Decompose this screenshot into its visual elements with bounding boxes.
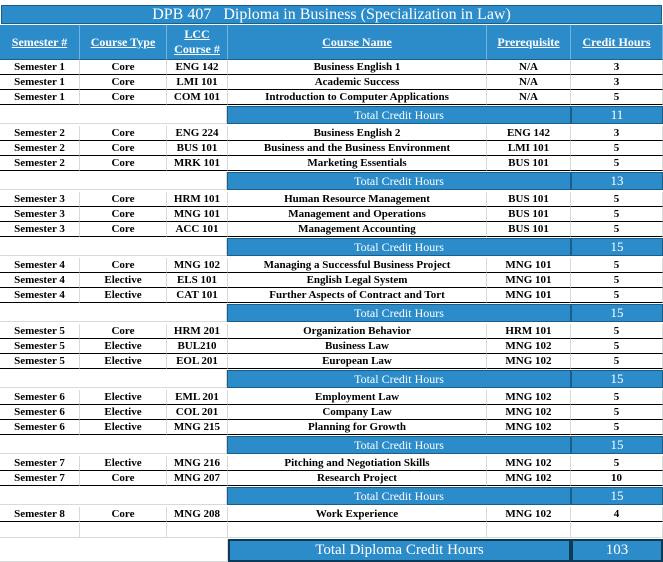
credit-hours-cell: 5 xyxy=(571,207,663,222)
table-row xyxy=(0,390,663,405)
header-course-type: Course Type xyxy=(80,25,167,60)
semester-cell: Semester 4 xyxy=(0,273,80,288)
course-name-cell: Business English 2 xyxy=(228,126,487,141)
prerequisite-cell: MNG 102 xyxy=(487,507,571,522)
course-name-cell: Work Experience xyxy=(228,507,487,522)
course-type-cell: Core xyxy=(80,90,167,105)
credit-hours-cell: 5 xyxy=(571,258,663,273)
table-row xyxy=(0,273,663,288)
total-credit-hours-value: 15 xyxy=(571,487,663,505)
total-credit-hours-row xyxy=(0,436,663,454)
course-name-cell: European Law xyxy=(228,354,487,369)
prerequisite-cell: MNG 101 xyxy=(487,273,571,288)
course-code-cell: ENG 142 xyxy=(167,60,228,75)
total-credit-hours-label: Total Credit Hours xyxy=(227,487,571,505)
credit-hours-cell: 4 xyxy=(571,507,663,522)
credit-hours-cell: 5 xyxy=(571,456,663,471)
course-code-cell: EML 201 xyxy=(167,390,228,405)
course-type-cell: Elective xyxy=(80,339,167,354)
credit-hours-cell: 10 xyxy=(571,471,663,486)
course-code-cell: ENG 224 xyxy=(167,126,228,141)
total-credit-hours-label: Total Credit Hours xyxy=(227,304,571,322)
header-semester: Semester # xyxy=(0,25,80,60)
total-credit-hours-value: 15 xyxy=(571,370,663,388)
table-row xyxy=(0,207,663,222)
table-row xyxy=(0,456,663,471)
credit-hours-cell: 5 xyxy=(571,273,663,288)
table-row xyxy=(0,339,663,354)
semester-cell: Semester 5 xyxy=(0,339,80,354)
total-credit-hours-label: Total Credit Hours xyxy=(227,370,571,388)
blank-cell xyxy=(0,436,227,454)
semester-cell: Semester 4 xyxy=(0,288,80,303)
prerequisite-cell: MNG 101 xyxy=(487,288,571,303)
credit-hours-cell: 5 xyxy=(571,405,663,420)
credit-hours-cell: 5 xyxy=(571,192,663,207)
course-type-cell: Elective xyxy=(80,420,167,435)
course-code-cell: MNG 215 xyxy=(167,420,228,435)
semester-cell: Semester 1 xyxy=(0,75,80,90)
course-type-cell: Core xyxy=(80,60,167,75)
prerequisite-cell: MNG 101 xyxy=(487,258,571,273)
table-row xyxy=(0,471,663,486)
table-row xyxy=(0,354,663,369)
prerequisite-cell: MNG 102 xyxy=(487,354,571,369)
course-name-cell: English Legal System xyxy=(228,273,487,288)
table-row xyxy=(0,90,663,105)
prerequisite-cell: HRM 101 xyxy=(487,324,571,339)
total-credit-hours-value: 11 xyxy=(571,106,663,124)
semester-cell: Semester 2 xyxy=(0,126,80,141)
empty-row xyxy=(0,523,663,538)
empty-cell xyxy=(167,523,228,538)
prerequisite-cell: MNG 102 xyxy=(487,390,571,405)
course-name-cell: Human Resource Management xyxy=(228,192,487,207)
course-code-cell: LMI 101 xyxy=(167,75,228,90)
prerequisite-cell: ENG 142 xyxy=(487,126,571,141)
course-type-cell: Core xyxy=(80,471,167,486)
table-title: DPB 407 Diploma in Business (Specialization in Law) xyxy=(1,5,662,24)
prerequisite-cell: MNG 102 xyxy=(487,471,571,486)
total-credit-hours-row xyxy=(0,370,663,388)
course-code-cell: ELS 101 xyxy=(167,273,228,288)
empty-cell xyxy=(228,523,487,538)
course-code-cell: MRK 101 xyxy=(167,156,228,171)
course-code-cell: MNG 102 xyxy=(167,258,228,273)
course-name-cell: Marketing Essentials xyxy=(228,156,487,171)
total-credit-hours-value: 15 xyxy=(571,238,663,256)
course-code-cell: COL 201 xyxy=(167,405,228,420)
blank-cell xyxy=(0,304,227,322)
credit-hours-cell: 5 xyxy=(571,288,663,303)
credit-hours-cell: 5 xyxy=(571,354,663,369)
course-name-cell: Employment Law xyxy=(228,390,487,405)
course-name-cell: Company Law xyxy=(228,405,487,420)
blank-cell xyxy=(0,487,227,505)
course-code-cell: BUL210 xyxy=(167,339,228,354)
credit-hours-cell: 5 xyxy=(571,390,663,405)
total-credit-hours-row xyxy=(0,106,663,124)
course-code-cell: HRM 101 xyxy=(167,192,228,207)
table-row xyxy=(0,258,663,273)
course-type-cell: Core xyxy=(80,507,167,522)
grand-total-label: Total Diploma Credit Hours xyxy=(228,539,571,562)
course-name-cell: Management and Operations xyxy=(228,207,487,222)
course-type-cell: Core xyxy=(80,207,167,222)
course-type-cell: Core xyxy=(80,192,167,207)
semester-cell: Semester 6 xyxy=(0,390,80,405)
course-name-cell: Business and the Business Environment xyxy=(228,141,487,156)
prerequisite-cell: BUS 101 xyxy=(487,192,571,207)
course-code-cell: CAT 101 xyxy=(167,288,228,303)
course-name-cell: Business Law xyxy=(228,339,487,354)
semester-cell: Semester 6 xyxy=(0,405,80,420)
total-credit-hours-label: Total Credit Hours xyxy=(227,172,571,190)
table-row xyxy=(0,156,663,171)
semester-cell: Semester 2 xyxy=(0,156,80,171)
course-type-cell: Elective xyxy=(80,273,167,288)
table-row xyxy=(0,60,663,75)
course-code-cell: HRM 201 xyxy=(167,324,228,339)
total-credit-hours-row xyxy=(0,304,663,322)
course-name-cell: Organization Behavior xyxy=(228,324,487,339)
credit-hours-cell: 5 xyxy=(571,90,663,105)
header-lcc-line2: Course # xyxy=(174,42,220,56)
total-credit-hours-label: Total Credit Hours xyxy=(227,106,571,124)
course-code-cell: MNG 101 xyxy=(167,207,228,222)
header-lcc-course xyxy=(167,25,228,60)
credit-hours-cell: 5 xyxy=(571,420,663,435)
empty-cell xyxy=(80,523,167,538)
total-credit-hours-row xyxy=(0,172,663,190)
total-credit-hours-label: Total Credit Hours xyxy=(227,436,571,454)
prerequisite-cell: BUS 101 xyxy=(487,222,571,237)
course-name-cell: Planning for Growth xyxy=(228,420,487,435)
table-row xyxy=(0,75,663,90)
total-credit-hours-row xyxy=(0,238,663,256)
table-row xyxy=(0,192,663,207)
empty-cell xyxy=(487,523,571,538)
total-credit-hours-value: 13 xyxy=(571,172,663,190)
grand-total-value: 103 xyxy=(571,539,663,562)
table-row xyxy=(0,222,663,237)
table-row xyxy=(0,126,663,141)
prerequisite-cell: N/A xyxy=(487,90,571,105)
table-row xyxy=(0,141,663,156)
grand-total-row xyxy=(0,539,663,562)
table-row xyxy=(0,324,663,339)
total-credit-hours-label: Total Credit Hours xyxy=(227,238,571,256)
blank-cell xyxy=(0,106,227,124)
empty-cell xyxy=(0,523,80,538)
course-type-cell: Elective xyxy=(80,456,167,471)
semester-cell: Semester 4 xyxy=(0,258,80,273)
course-type-cell: Core xyxy=(80,222,167,237)
course-name-cell: Introduction to Computer Applications xyxy=(228,90,487,105)
prerequisite-cell: MNG 102 xyxy=(487,339,571,354)
course-code-cell: MNG 208 xyxy=(167,507,228,522)
semester-cell: Semester 3 xyxy=(0,222,80,237)
course-type-cell: Core xyxy=(80,324,167,339)
credit-hours-cell: 3 xyxy=(571,60,663,75)
course-name-cell: Research Project xyxy=(228,471,487,486)
semester-cell: Semester 1 xyxy=(0,90,80,105)
course-type-cell: Elective xyxy=(80,390,167,405)
credit-hours-cell: 3 xyxy=(571,126,663,141)
semester-cell: Semester 1 xyxy=(0,60,80,75)
course-type-cell: Elective xyxy=(80,288,167,303)
course-code-cell: ACC 101 xyxy=(167,222,228,237)
prerequisite-cell: MNG 102 xyxy=(487,405,571,420)
semester-cell: Semester 6 xyxy=(0,420,80,435)
course-type-cell: Core xyxy=(80,126,167,141)
course-type-cell: Core xyxy=(80,141,167,156)
course-code-cell: COM 101 xyxy=(167,90,228,105)
credit-hours-cell: 5 xyxy=(571,324,663,339)
prerequisite-cell: N/A xyxy=(487,75,571,90)
credit-hours-cell: 5 xyxy=(571,141,663,156)
semester-cell: Semester 5 xyxy=(0,354,80,369)
semester-cell: Semester 7 xyxy=(0,471,80,486)
semester-cell: Semester 5 xyxy=(0,324,80,339)
course-name-cell: Pitching and Negotiation Skills xyxy=(228,456,487,471)
course-type-cell: Core xyxy=(80,156,167,171)
semester-cell: Semester 3 xyxy=(0,207,80,222)
semester-cell: Semester 3 xyxy=(0,192,80,207)
prerequisite-cell: MNG 102 xyxy=(487,420,571,435)
prerequisite-cell: LMI 101 xyxy=(487,141,571,156)
header-course-name: Course Name xyxy=(228,25,487,60)
blank-cell xyxy=(0,238,227,256)
course-type-cell: Core xyxy=(80,75,167,90)
header-credit-hours: Credit Hours xyxy=(571,25,663,60)
total-credit-hours-row xyxy=(0,487,663,505)
blank-cell xyxy=(0,370,227,388)
header-lcc-line1: LCC xyxy=(184,27,210,41)
credit-hours-cell: 5 xyxy=(571,222,663,237)
total-credit-hours-value: 15 xyxy=(571,436,663,454)
course-name-cell: Management Accounting xyxy=(228,222,487,237)
table-row xyxy=(0,405,663,420)
course-type-cell: Elective xyxy=(80,405,167,420)
course-name-cell: Managing a Successful Business Project xyxy=(228,258,487,273)
prerequisite-cell: BUS 101 xyxy=(487,156,571,171)
credit-hours-cell: 3 xyxy=(571,75,663,90)
course-type-cell: Elective xyxy=(80,354,167,369)
blank-cell xyxy=(0,539,228,562)
credit-hours-cell: 5 xyxy=(571,156,663,171)
empty-cell xyxy=(571,523,663,538)
prerequisite-cell: MNG 102 xyxy=(487,456,571,471)
semester-cell: Semester 8 xyxy=(0,507,80,522)
table-row xyxy=(0,507,663,522)
header-prerequisite: Prerequisite xyxy=(487,25,571,60)
semester-cell: Semester 7 xyxy=(0,456,80,471)
course-type-cell: Core xyxy=(80,258,167,273)
blank-cell xyxy=(0,172,227,190)
course-name-cell: Academic Success xyxy=(228,75,487,90)
course-code-cell: BUS 101 xyxy=(167,141,228,156)
prerequisite-cell: N/A xyxy=(487,60,571,75)
course-code-cell: MNG 216 xyxy=(167,456,228,471)
semester-cell: Semester 2 xyxy=(0,141,80,156)
credit-hours-cell: 5 xyxy=(571,339,663,354)
course-name-cell: Business English 1 xyxy=(228,60,487,75)
prerequisite-cell: BUS 101 xyxy=(487,207,571,222)
table-row xyxy=(0,288,663,303)
header-row xyxy=(0,25,663,60)
total-credit-hours-value: 15 xyxy=(571,304,663,322)
course-code-cell: EOL 201 xyxy=(167,354,228,369)
course-code-cell: MNG 207 xyxy=(167,471,228,486)
table-row xyxy=(0,420,663,435)
course-name-cell: Further Aspects of Contract and Tort xyxy=(228,288,487,303)
